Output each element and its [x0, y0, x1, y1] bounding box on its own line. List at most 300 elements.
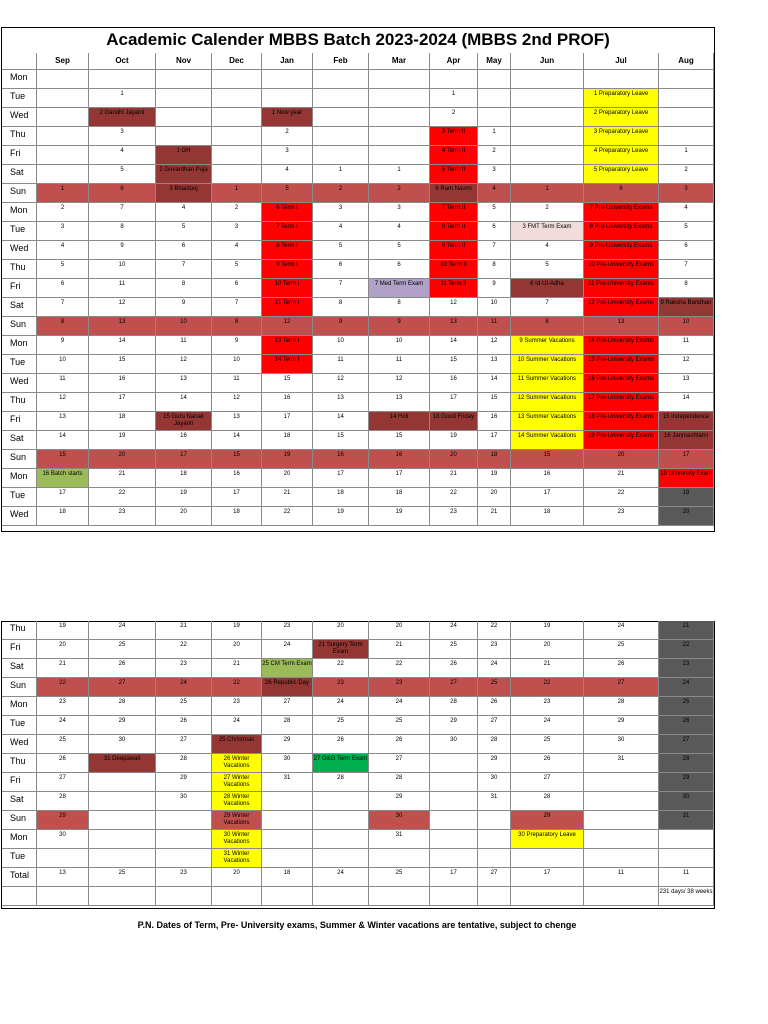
calendar-cell: 1: [659, 146, 714, 165]
calendar-cell: 24: [262, 640, 313, 659]
calendar-cell: 5: [478, 203, 511, 222]
calendar-cell: 25 Christmas: [212, 735, 262, 754]
calendar-cell: 16: [262, 393, 313, 412]
calendar-cell: 18 Pre-University Exams: [584, 412, 659, 431]
calendar-cell: 19: [511, 621, 584, 640]
calendar-cell: 11: [89, 279, 156, 298]
calendar-cell: 19: [659, 488, 714, 507]
calendar-cell: 12: [430, 298, 478, 317]
calendar-cell: 16: [369, 450, 430, 469]
calendar-cell: 19: [369, 507, 430, 526]
calendar-cell: 26: [369, 735, 430, 754]
calendar-cell: 22: [369, 659, 430, 678]
calendar-cell: 24: [89, 621, 156, 640]
calendar-cell: 22: [430, 488, 478, 507]
calendar-cell: [511, 89, 584, 108]
calendar-cell: 11: [478, 317, 511, 336]
calendar-cell: 22: [262, 507, 313, 526]
calendar-cell: 20: [369, 621, 430, 640]
calendar-cell: 7 Pre-University Exams: [584, 203, 659, 222]
calendar-cell: 7: [212, 298, 262, 317]
calendar-cell: 30: [430, 735, 478, 754]
calendar-cell: 18: [212, 507, 262, 526]
calendar-cell: 6: [37, 279, 89, 298]
calendar-cell: 15: [478, 393, 511, 412]
month-header-jan: Jan: [262, 53, 313, 70]
calendar-cell: 3: [37, 222, 89, 241]
calendar-cell: 14: [37, 431, 89, 450]
day-label: Wed: [2, 374, 37, 393]
calendar-cell: 27: [369, 754, 430, 773]
calendar-cell: 13 Term I: [262, 336, 313, 355]
calendar-cell: 7: [478, 241, 511, 260]
calendar-cell: 1 Preparatory Leave: [584, 89, 659, 108]
calendar-cell: [89, 849, 156, 868]
calendar-cell: [156, 127, 212, 146]
calendar-cell: 7: [37, 298, 89, 317]
calendar-cell: 10: [156, 317, 212, 336]
calendar-cell: 5: [659, 222, 714, 241]
calendar-cell: 15: [430, 355, 478, 374]
calendar-cell: [313, 887, 369, 906]
calendar-cell: 9: [212, 336, 262, 355]
day-label: Tue: [2, 716, 37, 735]
calendar-cell: 11: [313, 355, 369, 374]
calendar-cell: [89, 887, 156, 906]
calendar-cell: 17: [478, 431, 511, 450]
calendar-cell: 12: [212, 393, 262, 412]
calendar-cell: 18: [478, 450, 511, 469]
day-label: Mon: [2, 830, 37, 849]
day-label: Tue: [2, 355, 37, 374]
calendar-cell: 25: [659, 697, 714, 716]
day-label: Thu: [2, 127, 37, 146]
calendar-cell: [511, 165, 584, 184]
calendar-cell: 9 Raksha Bandhan: [659, 298, 714, 317]
day-label: Sat: [2, 659, 37, 678]
calendar-cell: [212, 108, 262, 127]
calendar-cell: 27: [659, 735, 714, 754]
calendar-cell: 20: [37, 640, 89, 659]
calendar-cell: 15: [89, 355, 156, 374]
calendar-cell: 18 Good Friday: [430, 412, 478, 431]
calendar-cell: 20: [511, 640, 584, 659]
calendar-cell: 24: [511, 716, 584, 735]
calendar-cell: 10 Term I: [262, 279, 313, 298]
calendar-cell: 19: [89, 431, 156, 450]
calendar-cell: 9 Summer Vacations: [511, 336, 584, 355]
calendar-cell: 2 Govardhan Puja: [156, 165, 212, 184]
month-header-nov: Nov: [156, 53, 212, 70]
calendar-cell: 22: [156, 640, 212, 659]
calendar-cell: 11: [156, 336, 212, 355]
calendar-cell: [156, 70, 212, 89]
day-label: Wed: [2, 241, 37, 260]
calendar-cell: [37, 165, 89, 184]
calendar-cell: [659, 127, 714, 146]
calendar-cell: 14: [659, 393, 714, 412]
calendar-cell: 25: [89, 640, 156, 659]
calendar-cell: [37, 108, 89, 127]
calendar-cell: [659, 89, 714, 108]
calendar-cell: [212, 887, 262, 906]
calendar-cell: 10: [659, 317, 714, 336]
calendar-cell: 26: [37, 754, 89, 773]
calendar-cell: 13: [37, 868, 89, 887]
calendar-cell: 3: [212, 222, 262, 241]
calendar-cell: 17 Pre-University Exams: [584, 393, 659, 412]
calendar-cell: 1 GH: [156, 146, 212, 165]
calendar-cell: [584, 773, 659, 792]
calendar-cell: [37, 849, 89, 868]
month-header-jun: Jun: [511, 53, 584, 70]
calendar-cell: [156, 811, 212, 830]
calendar-cell: 21: [430, 469, 478, 488]
calendar-cell: [478, 830, 511, 849]
calendar-cell: [430, 773, 478, 792]
day-label: Mon: [2, 469, 37, 488]
calendar-cell: [478, 849, 511, 868]
calendar-cell: 14 Summer Vacations: [511, 431, 584, 450]
calendar-cell: 17: [89, 393, 156, 412]
calendar-cell: 13 Summer Vacations: [511, 412, 584, 431]
calendar-cell: 10 Pre-University Exams: [584, 260, 659, 279]
calendar-cell: 27: [478, 716, 511, 735]
month-header-aug: Aug: [659, 53, 714, 70]
calendar-cell: 12: [313, 374, 369, 393]
calendar-cell: 27: [430, 678, 478, 697]
calendar-cell: 20: [156, 507, 212, 526]
day-label: [2, 887, 37, 906]
calendar-cell: 7 Med Term Exam: [369, 279, 430, 298]
calendar-cell: [511, 146, 584, 165]
day-label: Fri: [2, 640, 37, 659]
calendar-cell: 15: [313, 431, 369, 450]
calendar-cell: [313, 108, 369, 127]
calendar-cell: 8: [212, 317, 262, 336]
calendar-cell: 19: [262, 450, 313, 469]
calendar-cell: 6: [156, 241, 212, 260]
calendar-cell: 4: [369, 222, 430, 241]
calendar-cell: [369, 70, 430, 89]
calendar-cell: 3: [369, 203, 430, 222]
calendar-cell: 12: [37, 393, 89, 412]
calendar-cell: 25 CM Term Exam: [262, 659, 313, 678]
calendar-cell: 30: [89, 735, 156, 754]
calendar-cell: 23: [584, 507, 659, 526]
calendar-cell: [478, 108, 511, 127]
calendar-cell: 23: [262, 621, 313, 640]
calendar-cell: 20: [584, 450, 659, 469]
day-label: Mon: [2, 697, 37, 716]
calendar-cell: 28: [659, 754, 714, 773]
calendar-cell: 28: [478, 735, 511, 754]
calendar-cell: [212, 127, 262, 146]
calendar-cell: 8: [89, 222, 156, 241]
calendar-cell: [511, 70, 584, 89]
calendar-cell: [511, 849, 584, 868]
calendar-cell: 26 Republic Day: [262, 678, 313, 697]
day-label: Tue: [2, 222, 37, 241]
day-label: Sat: [2, 298, 37, 317]
calendar-cell: 5 Term II: [430, 165, 478, 184]
calendar-cell: 26 Winter Vacations: [212, 754, 262, 773]
calendar-cell: 3 Term II: [430, 127, 478, 146]
calendar-cell: [262, 792, 313, 811]
calendar-cell: 20: [478, 488, 511, 507]
calendar-cell: 29: [478, 754, 511, 773]
calendar-cell: 15: [511, 450, 584, 469]
calendar-cell: 18 University Exam: [659, 469, 714, 488]
day-label: Sun: [2, 450, 37, 469]
calendar-cell: [478, 887, 511, 906]
calendar-cell: 3 FMT Term Exam: [511, 222, 584, 241]
calendar-cell: 2: [511, 203, 584, 222]
calendar-cell: [430, 792, 478, 811]
month-header-jul: Jul: [584, 53, 659, 70]
calendar-cell: 21: [212, 659, 262, 678]
calendar-cell: 11: [369, 355, 430, 374]
calendar-cell: [369, 127, 430, 146]
calendar-cell: 15: [37, 450, 89, 469]
calendar-cell: 26: [430, 659, 478, 678]
calendar-cell: 24: [584, 621, 659, 640]
calendar-cell: 18: [156, 469, 212, 488]
month-header-dec: Dec: [212, 53, 262, 70]
calendar-cell: 25: [89, 868, 156, 887]
calendar-cell: 10: [37, 355, 89, 374]
calendar-cell: 23: [313, 678, 369, 697]
calendar-cell: 23: [478, 640, 511, 659]
calendar-cell: [89, 830, 156, 849]
calendar-cell: 6: [212, 279, 262, 298]
calendar-cell: 20: [313, 621, 369, 640]
calendar-cell: 3: [89, 127, 156, 146]
calendar-cell: [262, 830, 313, 849]
footnote: P.N. Dates of Term, Pre- University exams, Summer & Winter vacations are tentative, subject to chenge: [137, 920, 577, 930]
calendar-cell: 30: [369, 811, 430, 830]
calendar-cell: 12: [156, 355, 212, 374]
calendar-cell: 1: [89, 89, 156, 108]
calendar-cell: 23: [369, 678, 430, 697]
calendar-cell: 13: [369, 393, 430, 412]
calendar-cell: 2 Preparatory Leave: [584, 108, 659, 127]
day-label: Wed: [2, 507, 37, 526]
calendar-cell: 8: [478, 260, 511, 279]
calendar-cell: 31 Deepawali: [89, 754, 156, 773]
calendar-cell: 12 Pre-University Exams: [584, 298, 659, 317]
calendar-cell: 2 Gandhi Jayanti: [89, 108, 156, 127]
calendar-cell: 22: [212, 678, 262, 697]
calendar-cell: 4 Preparatory Leave: [584, 146, 659, 165]
calendar-cell: 5: [511, 260, 584, 279]
calendar-cell: 24: [313, 868, 369, 887]
calendar-cell: 9 Pre-University Exams: [584, 241, 659, 260]
calendar-cell: 13: [478, 355, 511, 374]
day-label: Fri: [2, 412, 37, 431]
calendar-cell: 10: [212, 355, 262, 374]
calendar-cell: [369, 849, 430, 868]
calendar-cell: [313, 127, 369, 146]
calendar-cell: 6: [659, 241, 714, 260]
calendar-cell: 8 Pre-University Exams: [584, 222, 659, 241]
calendar-cell: 7: [156, 260, 212, 279]
calendar-cell: 7 Term II: [430, 203, 478, 222]
calendar-cell: [478, 89, 511, 108]
calendar-cell: 19: [430, 431, 478, 450]
calendar-cell: 20: [430, 450, 478, 469]
calendar-cell: 23: [430, 507, 478, 526]
calendar-cell: 21: [37, 659, 89, 678]
calendar-cell: 21: [262, 488, 313, 507]
calendar-cell: 28: [584, 697, 659, 716]
calendar-cell: 24: [659, 678, 714, 697]
calendar-cell: 13: [313, 393, 369, 412]
calendar-cell: 12: [369, 374, 430, 393]
month-header-oct: Oct: [89, 53, 156, 70]
calendar-cell: 9 Term I: [262, 260, 313, 279]
calendar-cell: [37, 887, 89, 906]
calendar-cell: 23: [89, 507, 156, 526]
calendar-cell: [659, 849, 714, 868]
calendar-cell: 16: [212, 469, 262, 488]
calendar-cell: 23: [212, 697, 262, 716]
calendar-cell: 20: [89, 450, 156, 469]
calendar-cell: 6 Id-Ul-Adha: [511, 279, 584, 298]
calendar-cell: 15: [369, 431, 430, 450]
calendar-cell: 29: [511, 811, 584, 830]
calendar-cell: 5: [212, 260, 262, 279]
calendar-cell: 15 Pre-University Exams: [584, 355, 659, 374]
calendar-cell: [511, 108, 584, 127]
calendar-cell: 15: [262, 374, 313, 393]
calendar-cell: 11: [584, 868, 659, 887]
calendar-cell: 16: [156, 431, 212, 450]
calendar-cell: [212, 165, 262, 184]
calendar-cell: 2: [478, 146, 511, 165]
calendar-cell: 24: [37, 716, 89, 735]
calendar-cell: 1: [478, 127, 511, 146]
calendar-cell: [430, 849, 478, 868]
calendar-cell: [156, 830, 212, 849]
day-label: Tue: [2, 89, 37, 108]
calendar-cell: 16: [478, 412, 511, 431]
calendar-cell: 17: [511, 488, 584, 507]
calendar-cell: [313, 146, 369, 165]
calendar-cell: 1: [511, 184, 584, 203]
calendar-cell: 26: [89, 659, 156, 678]
calendar-cell: 28: [369, 773, 430, 792]
calendar-cell: [430, 887, 478, 906]
calendar-cell: 4: [212, 241, 262, 260]
calendar-cell: 1: [212, 184, 262, 203]
calendar-cell: 21: [659, 621, 714, 640]
calendar-cell: 231 days/ 38 weeks: [659, 887, 714, 906]
calendar-cell: 29: [659, 773, 714, 792]
calendar-cell: 7: [313, 279, 369, 298]
calendar-cell: 30 Winter Vacations: [212, 830, 262, 849]
calendar-cell: 3 Bhaidooj: [156, 184, 212, 203]
calendar-cell: 18: [262, 868, 313, 887]
calendar-cell: 5 Preparatory Leave: [584, 165, 659, 184]
day-label: Sat: [2, 792, 37, 811]
calendar-cell: 13: [584, 317, 659, 336]
calendar-cell: [584, 70, 659, 89]
calendar-cell: [430, 70, 478, 89]
calendar-cell: 11 Summer Vacations: [511, 374, 584, 393]
day-label: Mon: [2, 336, 37, 355]
calendar-cell: 25: [313, 716, 369, 735]
calendar-cell: 24: [478, 659, 511, 678]
calendar-cell: [156, 887, 212, 906]
calendar-cell: 11: [659, 336, 714, 355]
calendar-cell: 13: [156, 374, 212, 393]
calendar-cell: [37, 70, 89, 89]
calendar-cell: [584, 887, 659, 906]
day-label: Thu: [2, 621, 37, 640]
calendar-cell: 25: [478, 678, 511, 697]
calendar-cell: 28: [511, 792, 584, 811]
calendar-cell: 19: [313, 507, 369, 526]
calendar-cell: 6: [478, 222, 511, 241]
calendar-cell: [262, 849, 313, 868]
calendar-cell: 12: [89, 298, 156, 317]
calendar-cell: 17: [262, 412, 313, 431]
calendar-cell: [430, 830, 478, 849]
calendar-cell: [369, 146, 430, 165]
calendar-cell: 13: [212, 412, 262, 431]
calendar-cell: [262, 887, 313, 906]
calendar-cell: 14: [478, 374, 511, 393]
calendar-cell: 10: [89, 260, 156, 279]
calendar-cell: 28: [430, 697, 478, 716]
calendar-cell: [478, 70, 511, 89]
calendar-cell: [430, 811, 478, 830]
calendar-cell: 4: [478, 184, 511, 203]
day-label: Sat: [2, 431, 37, 450]
calendar-cell: 21: [369, 640, 430, 659]
calendar-cell: 11 Term I: [262, 298, 313, 317]
calendar-cell: [262, 89, 313, 108]
day-label: Tue: [2, 488, 37, 507]
calendar-cell: 4: [313, 222, 369, 241]
calendar-cell: [313, 849, 369, 868]
calendar-cell: 22: [584, 488, 659, 507]
calendar-cell: 1: [369, 165, 430, 184]
calendar-cell: 25: [369, 868, 430, 887]
calendar-cell: 19: [478, 469, 511, 488]
calendar-cell: 5: [37, 260, 89, 279]
calendar-cell: 8: [369, 298, 430, 317]
calendar-cell: 26: [313, 735, 369, 754]
calendar-cell: 31: [659, 811, 714, 830]
calendar-cell: [212, 70, 262, 89]
calendar-cell: 15: [212, 450, 262, 469]
calendar-cell: 10 Summer Vacations: [511, 355, 584, 374]
calendar-cell: 18: [262, 431, 313, 450]
calendar-cell: 29 Winter Vacations: [212, 811, 262, 830]
day-label: Sun: [2, 811, 37, 830]
calendar-cell: 4: [262, 165, 313, 184]
day-label: Sat: [2, 165, 37, 184]
calendar-cell: 22: [511, 678, 584, 697]
calendar-cell: 13: [659, 374, 714, 393]
day-label: Tue: [2, 849, 37, 868]
calendar-cell: 14: [89, 336, 156, 355]
calendar-cell: [156, 89, 212, 108]
calendar-cell: 23: [659, 659, 714, 678]
calendar-cell: 24: [212, 716, 262, 735]
